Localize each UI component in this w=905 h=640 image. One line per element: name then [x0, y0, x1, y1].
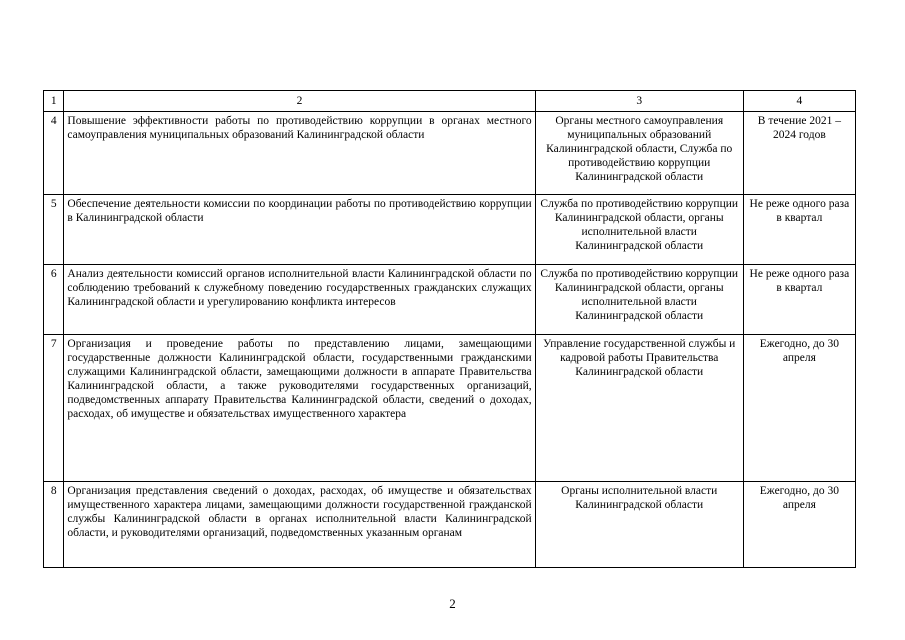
header-cell-4: 4: [743, 91, 855, 112]
row-description: Анализ деятельности комиссий органов исполнительной власти Калининградской области по соблюдению требований к служебному поведению государственных гражданских служащих Калининградской области и урегулированию конфликта интересов: [64, 265, 535, 335]
table-row: [44, 335, 856, 482]
row-number: 4: [44, 112, 64, 195]
row-number: 7: [44, 335, 64, 482]
row-term: Ежегодно, до 30 апреля: [743, 335, 855, 482]
row-term: Не реже одного раза в квартал: [743, 195, 855, 265]
header-cell-2: 2: [64, 91, 535, 112]
row-number: 6: [44, 265, 64, 335]
table-row: [44, 265, 856, 335]
header-cell-1: 1: [44, 91, 64, 112]
table-row: [44, 112, 856, 195]
row-term: Ежегодно, до 30 апреля: [743, 482, 855, 568]
table-header-row: [44, 91, 856, 112]
header-cell-3: 3: [535, 91, 743, 112]
row-responsible: Органы местного самоуправления муниципальных образований Калининградской области, Служба по противодействию коррупции Калининградской области: [535, 112, 743, 195]
table-row: [44, 482, 856, 568]
row-responsible: Служба по противодействию коррупции Калининградской области, органы исполнительной власти Калининградской области: [535, 265, 743, 335]
row-responsible: Органы исполнительной власти Калининградской области: [535, 482, 743, 568]
table-row: [44, 195, 856, 265]
page-number: 2: [449, 596, 456, 611]
row-responsible: Управление государственной службы и кадровой работы Правительства Калининградской области: [535, 335, 743, 482]
row-description: Повышение эффективности работы по противодействию коррупции в органах местного самоуправления муниципальных образований Калининградской области: [64, 112, 535, 195]
row-number: 5: [44, 195, 64, 265]
row-number: 8: [44, 482, 64, 568]
row-term: Не реже одного раза в квартал: [743, 265, 855, 335]
measures-table: [43, 90, 856, 568]
row-term: В течение 2021 – 2024 годов: [743, 112, 855, 195]
row-description: Организация и проведение работы по представлению лицами, замещающими государственные должности Калининградской области, государственными гражданскими служащими Калининградской области, замещающими должности в аппарате Правительства Калининградской области, а также руководителями государственных организаций, подведомственных аппарату Правительства Калининградской области, сведений о доходах, расходах, об имуществе и обязательствах имущественного характера: [64, 335, 535, 482]
row-responsible: Служба по противодействию коррупции Калининградской области, органы исполнительной власти Калининградской области: [535, 195, 743, 265]
row-description: Организация представления сведений о доходах, расходах, об имуществе и обязательствах имущественного характера лицами, замещающими должности государственной гражданской службы Калининградской области в органах исполнительной власти Калининградской области, и руководителями организаций, подведомственных указанным органам: [64, 482, 535, 568]
row-description: Обеспечение деятельности комиссии по координации работы по противодействию коррупции в Калининградской области: [64, 195, 535, 265]
